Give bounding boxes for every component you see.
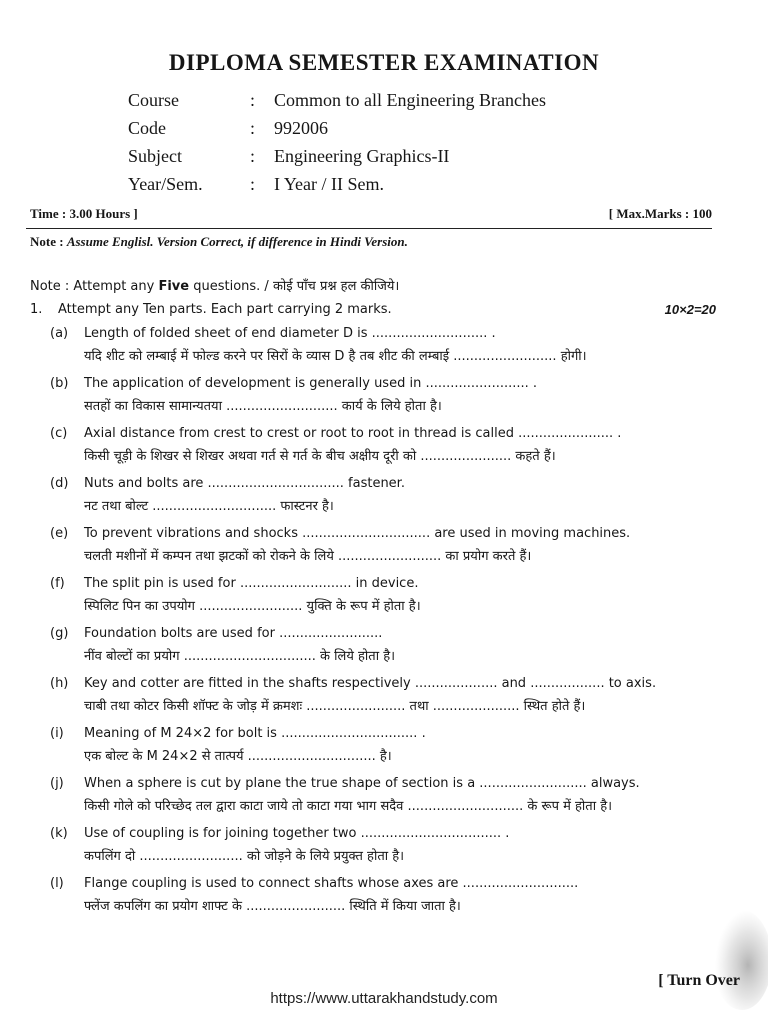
part-text-english: Key and cotter are fitted in the shafts respectively .................... and .................. to axis. (84, 676, 657, 691)
part-letter: (h) (50, 676, 69, 691)
part-text-hindi: फ्लेंज कपलिंग का प्रयोग शाफ्ट के ........................ स्थिति में किया जाता है। (84, 899, 461, 914)
part-text-hindi: किसी चूड़ी के शिखर से शिखर अथवा गर्त से गर्त के बीच अक्षीय दूरी को ...................... कहते हैं। (84, 449, 556, 464)
meta-value: Common to all Engineering Branches (274, 90, 546, 110)
part-text-english: The application of development is generally used in ......................... . (84, 376, 538, 391)
question-part-d (50, 476, 710, 526)
part-text-hindi: चलती मशीनों में कम्पन तथा झटकों को रोकने के लिये ......................... का प्रयोग करते हैं। (84, 549, 532, 564)
meta-colon: : (250, 90, 256, 110)
part-text-english: When a sphere is cut by plane the true shape of section is a .......................... always. (84, 776, 640, 791)
note-label: Note : (30, 234, 64, 249)
part-text-hindi: सतहों का विकास सामान्यतया ........................... कार्य के लिये होता है। (84, 399, 442, 414)
part-text-english: Nuts and bolts are ................................. fastener. (84, 476, 405, 491)
part-text-english: Use of coupling is for joining together two .................................. . (84, 826, 510, 841)
part-text-hindi: नींव बोल्टों का प्रयोग ................................ के लिये होता है। (84, 649, 396, 664)
meta-value: I Year / II Sem. (274, 174, 384, 194)
part-text-hindi: नट तथा बोल्ट .............................. फास्टनर है। (84, 499, 334, 514)
question-part-h (50, 676, 710, 726)
part-text-hindi: यदि शीट को लम्बाई में फोल्ड करने पर सिरों के व्यास D है तब शीट की लम्बाई ......................... होगी। (84, 349, 587, 364)
meta-label: Subject (128, 146, 182, 166)
attempt-note-prefix: Note : Attempt any (30, 279, 159, 294)
part-letter: (i) (50, 726, 64, 741)
footer-url: https://www.uttarakhandstudy.com (270, 990, 498, 1007)
exam-meta (128, 86, 546, 198)
attempt-note (30, 276, 399, 294)
part-letter: (c) (50, 426, 68, 441)
part-text-english: Length of folded sheet of end diameter D is ............................ . (84, 326, 496, 341)
question-text: Attempt any Ten parts. Each part carrying 2 marks. (58, 302, 392, 317)
meta-label: Course (128, 90, 179, 110)
question-number: 1. (30, 302, 43, 317)
part-text-hindi: किसी गोले को परिच्छेद तल द्वारा काटा जाये तो काटा गया भाग सदैव ............................ के रूप में होता है। (84, 799, 613, 814)
meta-value: Engineering Graphics-II (274, 146, 450, 166)
part-letter: (f) (50, 576, 65, 591)
part-letter: (g) (50, 626, 69, 641)
attempt-note-suffix: questions. / कोई पाँच प्रश्न हल कीजिये। (189, 279, 400, 294)
question-part-j (50, 776, 710, 826)
part-text-hindi: एक बोल्ट के M 24×2 से तात्पर्य ............................... है। (84, 749, 392, 764)
meta-label: Code (128, 118, 166, 138)
part-letter: (e) (50, 526, 69, 541)
meta-colon: : (250, 146, 256, 166)
part-text-english: Axial distance from crest to crest or root to root in thread is called ....................... . (84, 426, 622, 441)
attempt-note-count: Five (158, 279, 190, 294)
part-letter: (l) (50, 876, 64, 891)
part-text-english: The split pin is used for ........................... in device. (84, 576, 419, 591)
meta-row-code (128, 114, 546, 142)
meta-colon: : (250, 118, 256, 138)
question-marks: 10×2=20 (664, 302, 716, 317)
part-letter: (b) (50, 376, 69, 391)
part-text-hindi: चाबी तथा कोटर किसी शॉफ्ट के जोड़ में क्रमशः ........................ तथा ..................... स्थित होते हैं। (84, 699, 586, 714)
part-letter: (j) (50, 776, 64, 791)
part-text-hindi: कपलिंग दो ......................... को जोड़ने के लिये प्रयुक्त होता है। (84, 849, 405, 864)
part-text-english: Meaning of M 24×2 for bolt is ................................. . (84, 726, 426, 741)
part-letter: (a) (50, 326, 69, 341)
part-text-english: Foundation bolts are used for ......................... (84, 626, 383, 641)
question-part-k (50, 826, 710, 876)
question-part-f (50, 576, 710, 626)
question-part-i (50, 726, 710, 776)
question-part-g (50, 626, 710, 676)
part-letter: (k) (50, 826, 68, 841)
meta-value: 992006 (274, 118, 328, 138)
meta-colon: : (250, 174, 256, 194)
meta-row-year-sem (128, 170, 546, 198)
question-part-c (50, 426, 710, 476)
question-part-b (50, 376, 710, 426)
header-divider (26, 228, 712, 229)
note-text: Assume Englisl. Version Correct, if difference in Hindi Version. (66, 234, 408, 249)
meta-row-subject (128, 142, 546, 170)
question-part-a (50, 326, 710, 376)
part-text-english: Flange coupling is used to connect shafts whose axes are ............................ (84, 876, 579, 891)
question-1 (30, 302, 716, 317)
time-duration: Time : 3.00 Hours ] (30, 206, 138, 221)
part-letter: (d) (50, 476, 69, 491)
question-part-l (50, 876, 710, 926)
part-text-english: To prevent vibrations and shocks ............................... are used in moving machines. (84, 526, 631, 541)
meta-label: Year/Sem. (128, 174, 203, 194)
meta-row-course (128, 86, 546, 114)
turn-over-label: [ Turn Over (658, 972, 740, 989)
part-text-hindi: स्पिलिट पिन का उपयोग ......................... युक्ति के रूप में होता है। (84, 599, 421, 614)
exam-title: DIPLOMA SEMESTER EXAMINATION (168, 50, 600, 75)
question-parts (50, 326, 710, 926)
language-note (30, 234, 408, 250)
max-marks: [ Max.Marks : 100 (608, 206, 712, 221)
question-part-e (50, 526, 710, 576)
